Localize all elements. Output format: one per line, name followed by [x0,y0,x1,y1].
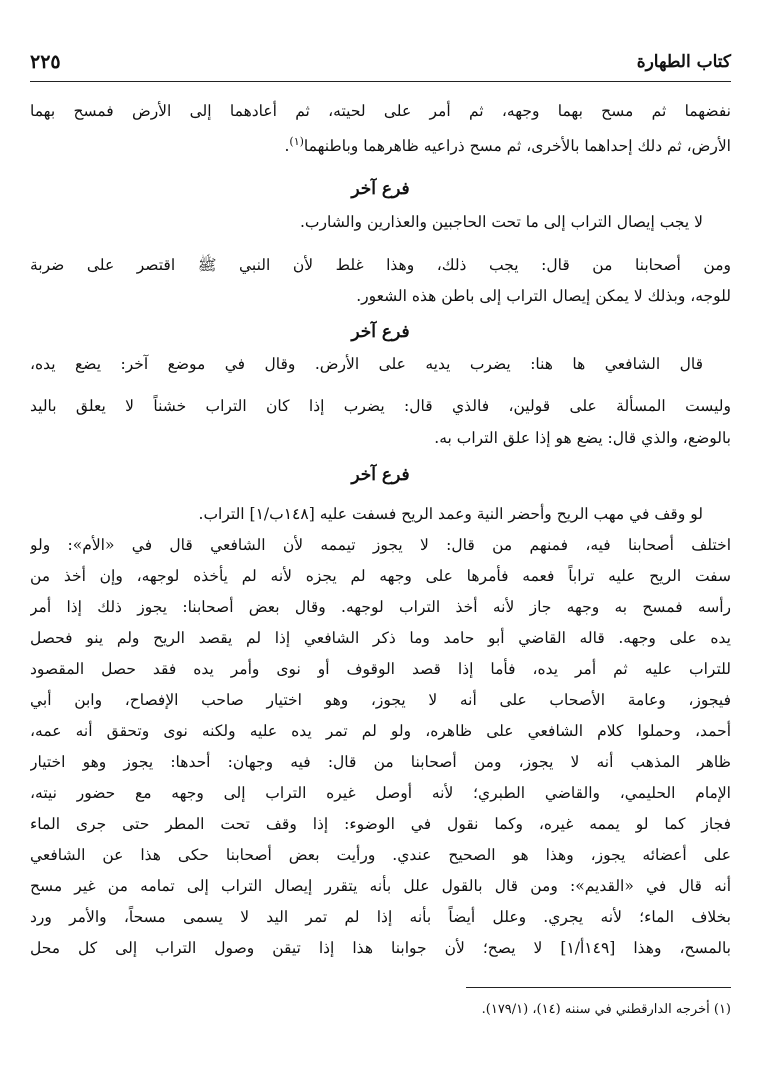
text-line: ومن أصحابنا من قال: يجب ذلك، وهذا غلط لأن النبي ﷺ اقتصر على ضربة [30,256,731,274]
text-line: للوجه، وبذلك لا يمكن إيصال التراب إلى باطن هذه الشعور. [356,287,731,305]
text-line: يده على وجهه. قاله القاضي أبو حامد وما ذكر الشافعي إذا لم يقصد الريح ولم ينو فحصل [30,629,731,647]
text-line: الإمام الحليمي، والقاضي الطبري؛ لأنه أوصل غيره التراب إلى وجهه مع حضور نيته، [30,784,731,802]
text-line: بخلاف الماء؛ لأنه يجري. وعلل أيضاً بأنه إذا لم تمر اليد لا يسمى مسحاً، والأمر ورد [30,908,731,926]
footnote-reference: (١) [289,135,304,148]
text-line: أنه قال في «القديم»: ومن قال بالقول علل بأنه يتقرر إيصال التراب إلى تمامه من غير مسح [30,877,731,895]
page-number: ٢٢٥ [30,51,61,73]
page-header [30,46,731,78]
text-line: اختلف أصحابنا فيه، فمنهم من قال: لا يجوز تيممه لأن الشافعي قال في «الأم»: ولو [30,536,731,554]
text-line: للتراب عليه ثم أمر يده، فأما إذا قصد الوقوف أو نوى وأمر يده فقد حصل المقصود [30,660,731,678]
text-span: الأرض، ثم دلك إحداهما بالأخرى، ثم مسح ذراعيه ظاهرهما وباطنهما [303,137,731,156]
text-line: على أعضائه يجوز، وهذا هو الصحيح عندي. ورأيت بعض أصحابنا حكى هذا عن الشافعي [30,846,731,864]
text-line: قال الشافعي ها هنا: يضرب يديه على الأرض. وقال في موضع آخر: يضع يده، [30,355,703,373]
text-line: لو وقف في مهب الريح وأحضر النية وعمد الريح فسفت عليه [١٤٨ب/١] التراب. [198,505,703,523]
text-line: سفت الريح عليه تراباً فعمه فأمرها على وجهه لم يجزه لأنه لم يأخذه لوجهه، وإن أخذ من [30,567,731,585]
footnote-marker: (١) [713,1002,731,1017]
text-line: فيجوز، وعامة الأصحاب على أنه لا يجوز، وهو اختيار صاحب الإفصاح، وابن أبي [30,691,731,709]
footnote-divider [466,987,731,988]
footnote-text: أخرجه الدارقطني في سننه (١٤)، (١٧٩/١). [481,1002,710,1017]
text-line: وليست المسألة على قولين، فالذي قال: يضرب إذا كان التراب خشناً لا يعلق باليد [30,397,731,415]
text-line: بالوضع، والذي قال: يضع هو إذا علق التراب به. [434,429,731,447]
section-heading: فرع آخر [351,322,410,342]
text-line: نفضهما ثم مسح بهما وجهه، ثم أمر على لحيته، ثم أعادهما إلى الأرض فمسح بهما [30,102,731,120]
section-heading: فرع آخر [351,179,410,199]
text-line: ظاهر المذهب أنه لا يجوز، ومن أصحابنا من قال: فيه وجهان: أحدها: يجوز وهو اختيار [30,753,731,771]
section-heading: فرع آخر [351,465,410,485]
footnote [30,998,731,1022]
text-line: لا يجب إيصال التراب إلى ما تحت الحاجبين والعذارين والشارب. [299,213,703,231]
text-line: بالمسح، وهذا [١٤٩أ/١] لا يصح؛ لأن جوابنا هذا إذا تيقن وصول التراب إلى كل محل [30,939,731,957]
text-line: أحمد، وحملوا كلام الشافعي على ظاهره، ولو لم تمر يده عليه ولكنه نوى وتحقق أنه عمه، [30,722,731,740]
header-divider [30,81,731,82]
text-line: الأرض، ثم دلك إحداهما بالأخرى، ثم مسح ذراعيه ظاهرهما وباطنهما$^{(١)}$. [284,135,731,156]
chapter-title: كتاب الطهارة [636,52,731,72]
text-line: فجاز كما لو يممه غيره، وكما نقول في الوضوء: إذا وقف تحت المطر حتى جرى الماء [30,815,731,833]
text-line: رأسه فمسح به وجهه جاز لأنه أخذ التراب لوجهه. وقال بعض أصحابنا: يجوز ذلك إذا أمر [30,598,731,616]
